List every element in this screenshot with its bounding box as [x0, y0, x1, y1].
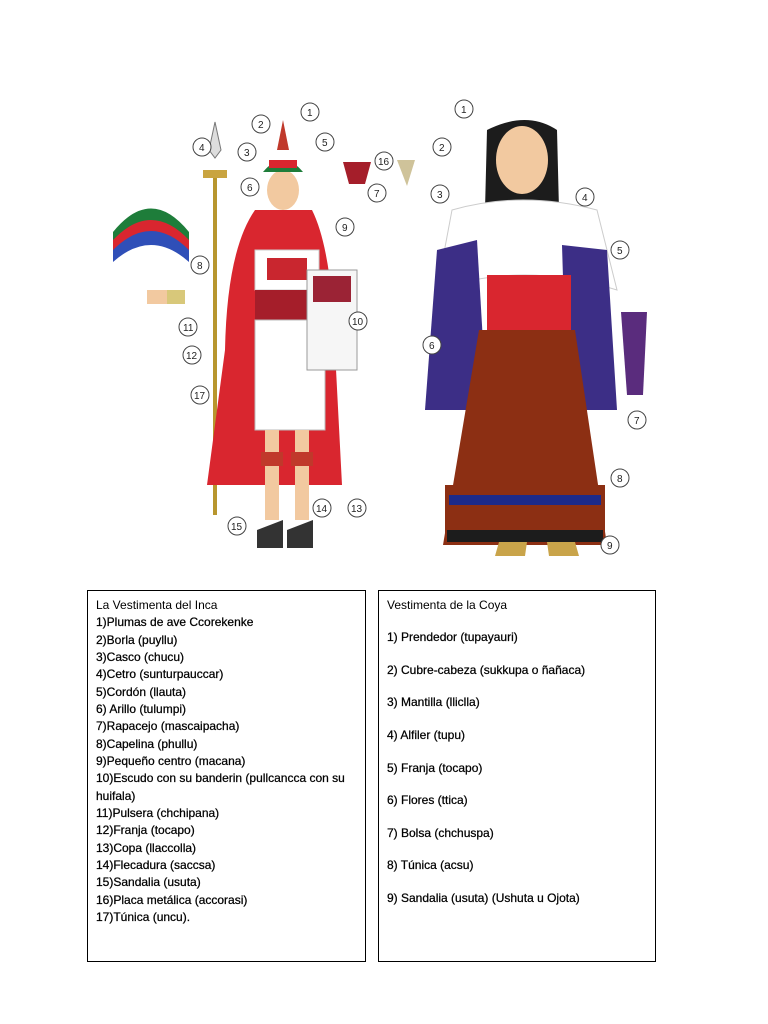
list-item: 4)Cetro (sunturpauccar): [96, 667, 224, 682]
svg-text:12: 12: [186, 351, 198, 362]
list-item: 4) Alfiler (tupu): [387, 728, 466, 743]
list-item: 5)Cordón (llauta): [96, 684, 187, 699]
inca-callout-6: [241, 178, 259, 196]
list-item: 5) Franja (tocapo): [387, 760, 483, 775]
coya-clothing-list: [387, 629, 647, 907]
coya-callout-1: [455, 100, 473, 118]
coya-callout-4: [576, 188, 594, 206]
list-item: 14)Flecadura (saccsa): [96, 858, 216, 873]
svg-text:7: 7: [374, 189, 380, 200]
inca-callout-3: [238, 143, 256, 161]
inca-callout-16: [375, 152, 393, 170]
svg-text:6: 6: [429, 341, 435, 352]
svg-text:3: 3: [244, 148, 250, 159]
inca-callout-2: [252, 115, 270, 133]
svg-text:2: 2: [258, 120, 264, 131]
list-item: 9)Pequeño centro (macana): [96, 754, 246, 769]
list-item: 2)Borla (puyllu): [96, 632, 178, 647]
list-item: 3) Mantilla (lliclla): [387, 695, 480, 710]
list-item: 17)Túnica (uncu).: [96, 910, 191, 925]
svg-text:5: 5: [322, 138, 328, 149]
inca-callout-1: [301, 103, 319, 121]
inca-box-title: La Vestimenta del Inca: [96, 598, 218, 612]
list-item: 1) Prendedor (tupayauri): [387, 630, 518, 645]
coya-callout-6: [423, 336, 441, 354]
list-item: 8)Capelina (phullu): [96, 736, 198, 751]
svg-text:8: 8: [617, 474, 623, 485]
list-item: 12)Franja (tocapo): [96, 823, 195, 838]
coya-box-title: Vestimenta de la Coya: [387, 598, 508, 612]
coya-clothing-box: [378, 590, 656, 962]
svg-text:13: 13: [351, 504, 363, 515]
svg-text:5: 5: [617, 246, 623, 257]
list-item: 3)Casco (chucu): [96, 649, 185, 664]
inca-callout-7: [368, 184, 386, 202]
inca-callout-8: [191, 256, 209, 274]
svg-text:14: 14: [316, 504, 328, 515]
svg-text:17: 17: [194, 391, 206, 402]
svg-text:8: 8: [197, 261, 203, 272]
list-item: 11)Pulsera (chchipana): [96, 806, 220, 821]
coya-callout-9: [601, 536, 619, 554]
inca-callout-12: [183, 346, 201, 364]
inca-callout-11: [179, 318, 197, 336]
list-item: 8) Túnica (acsu): [387, 858, 474, 873]
list-item: 9) Sandalia (usuta) (Ushuta u Ojota): [387, 891, 580, 906]
coya-callout-8: [611, 469, 629, 487]
inca-clothing-box: [87, 590, 366, 962]
svg-text:3: 3: [437, 190, 443, 201]
svg-text:11: 11: [183, 323, 194, 334]
inca-callout-10: [349, 312, 367, 330]
list-item: 6) Flores (ttica): [387, 793, 468, 808]
svg-text:2: 2: [439, 143, 445, 154]
coya-callout-2: [433, 138, 451, 156]
inca-callout-17: [191, 386, 209, 404]
list-item: 15)Sandalia (usuta): [96, 875, 201, 890]
list-item: 13)Copa (llaccolla): [96, 840, 197, 855]
inca-clothing-list: [96, 614, 357, 926]
list-item: 1)Plumas de ave Ccorekenke: [96, 615, 254, 630]
inca-callout-13: [348, 499, 366, 517]
coya-callout-7: [628, 411, 646, 429]
svg-text:10: 10: [352, 317, 364, 328]
inca-callout-14: [313, 499, 331, 517]
svg-text:4: 4: [582, 193, 588, 204]
list-item: 7) Bolsa (chchuspa): [387, 825, 494, 840]
inca-callout-15: [228, 517, 246, 535]
list-item: 10)Escudo con su banderin (pullcancca con su: [96, 771, 345, 786]
svg-text:1: 1: [307, 108, 313, 119]
inca-callout-9: [336, 218, 354, 236]
svg-text:9: 9: [607, 541, 613, 552]
coya-figure: [425, 120, 647, 556]
list-item: 2) Cubre-cabeza (sukkupa o ñañaca): [387, 662, 586, 677]
list-item: huifala): [96, 788, 136, 803]
inca-coya-illustration: [107, 90, 657, 570]
svg-text:6: 6: [247, 183, 253, 194]
inca-callout-5: [316, 133, 334, 151]
svg-text:9: 9: [342, 223, 348, 234]
svg-text:16: 16: [378, 157, 390, 168]
coya-callout-3: [431, 185, 449, 203]
list-item: 16)Placa metálica (accorasi): [96, 892, 248, 907]
svg-text:7: 7: [634, 416, 640, 427]
list-item: 6) Arillo (tulumpi): [96, 702, 187, 717]
inca-figure: [113, 120, 415, 548]
list-item: 7)Rapacejo (mascaipacha): [96, 719, 240, 734]
svg-text:4: 4: [199, 143, 205, 154]
svg-text:15: 15: [231, 522, 243, 533]
coya-callout-5: [611, 241, 629, 259]
inca-callout-4: [193, 138, 211, 156]
svg-text:1: 1: [461, 105, 467, 116]
